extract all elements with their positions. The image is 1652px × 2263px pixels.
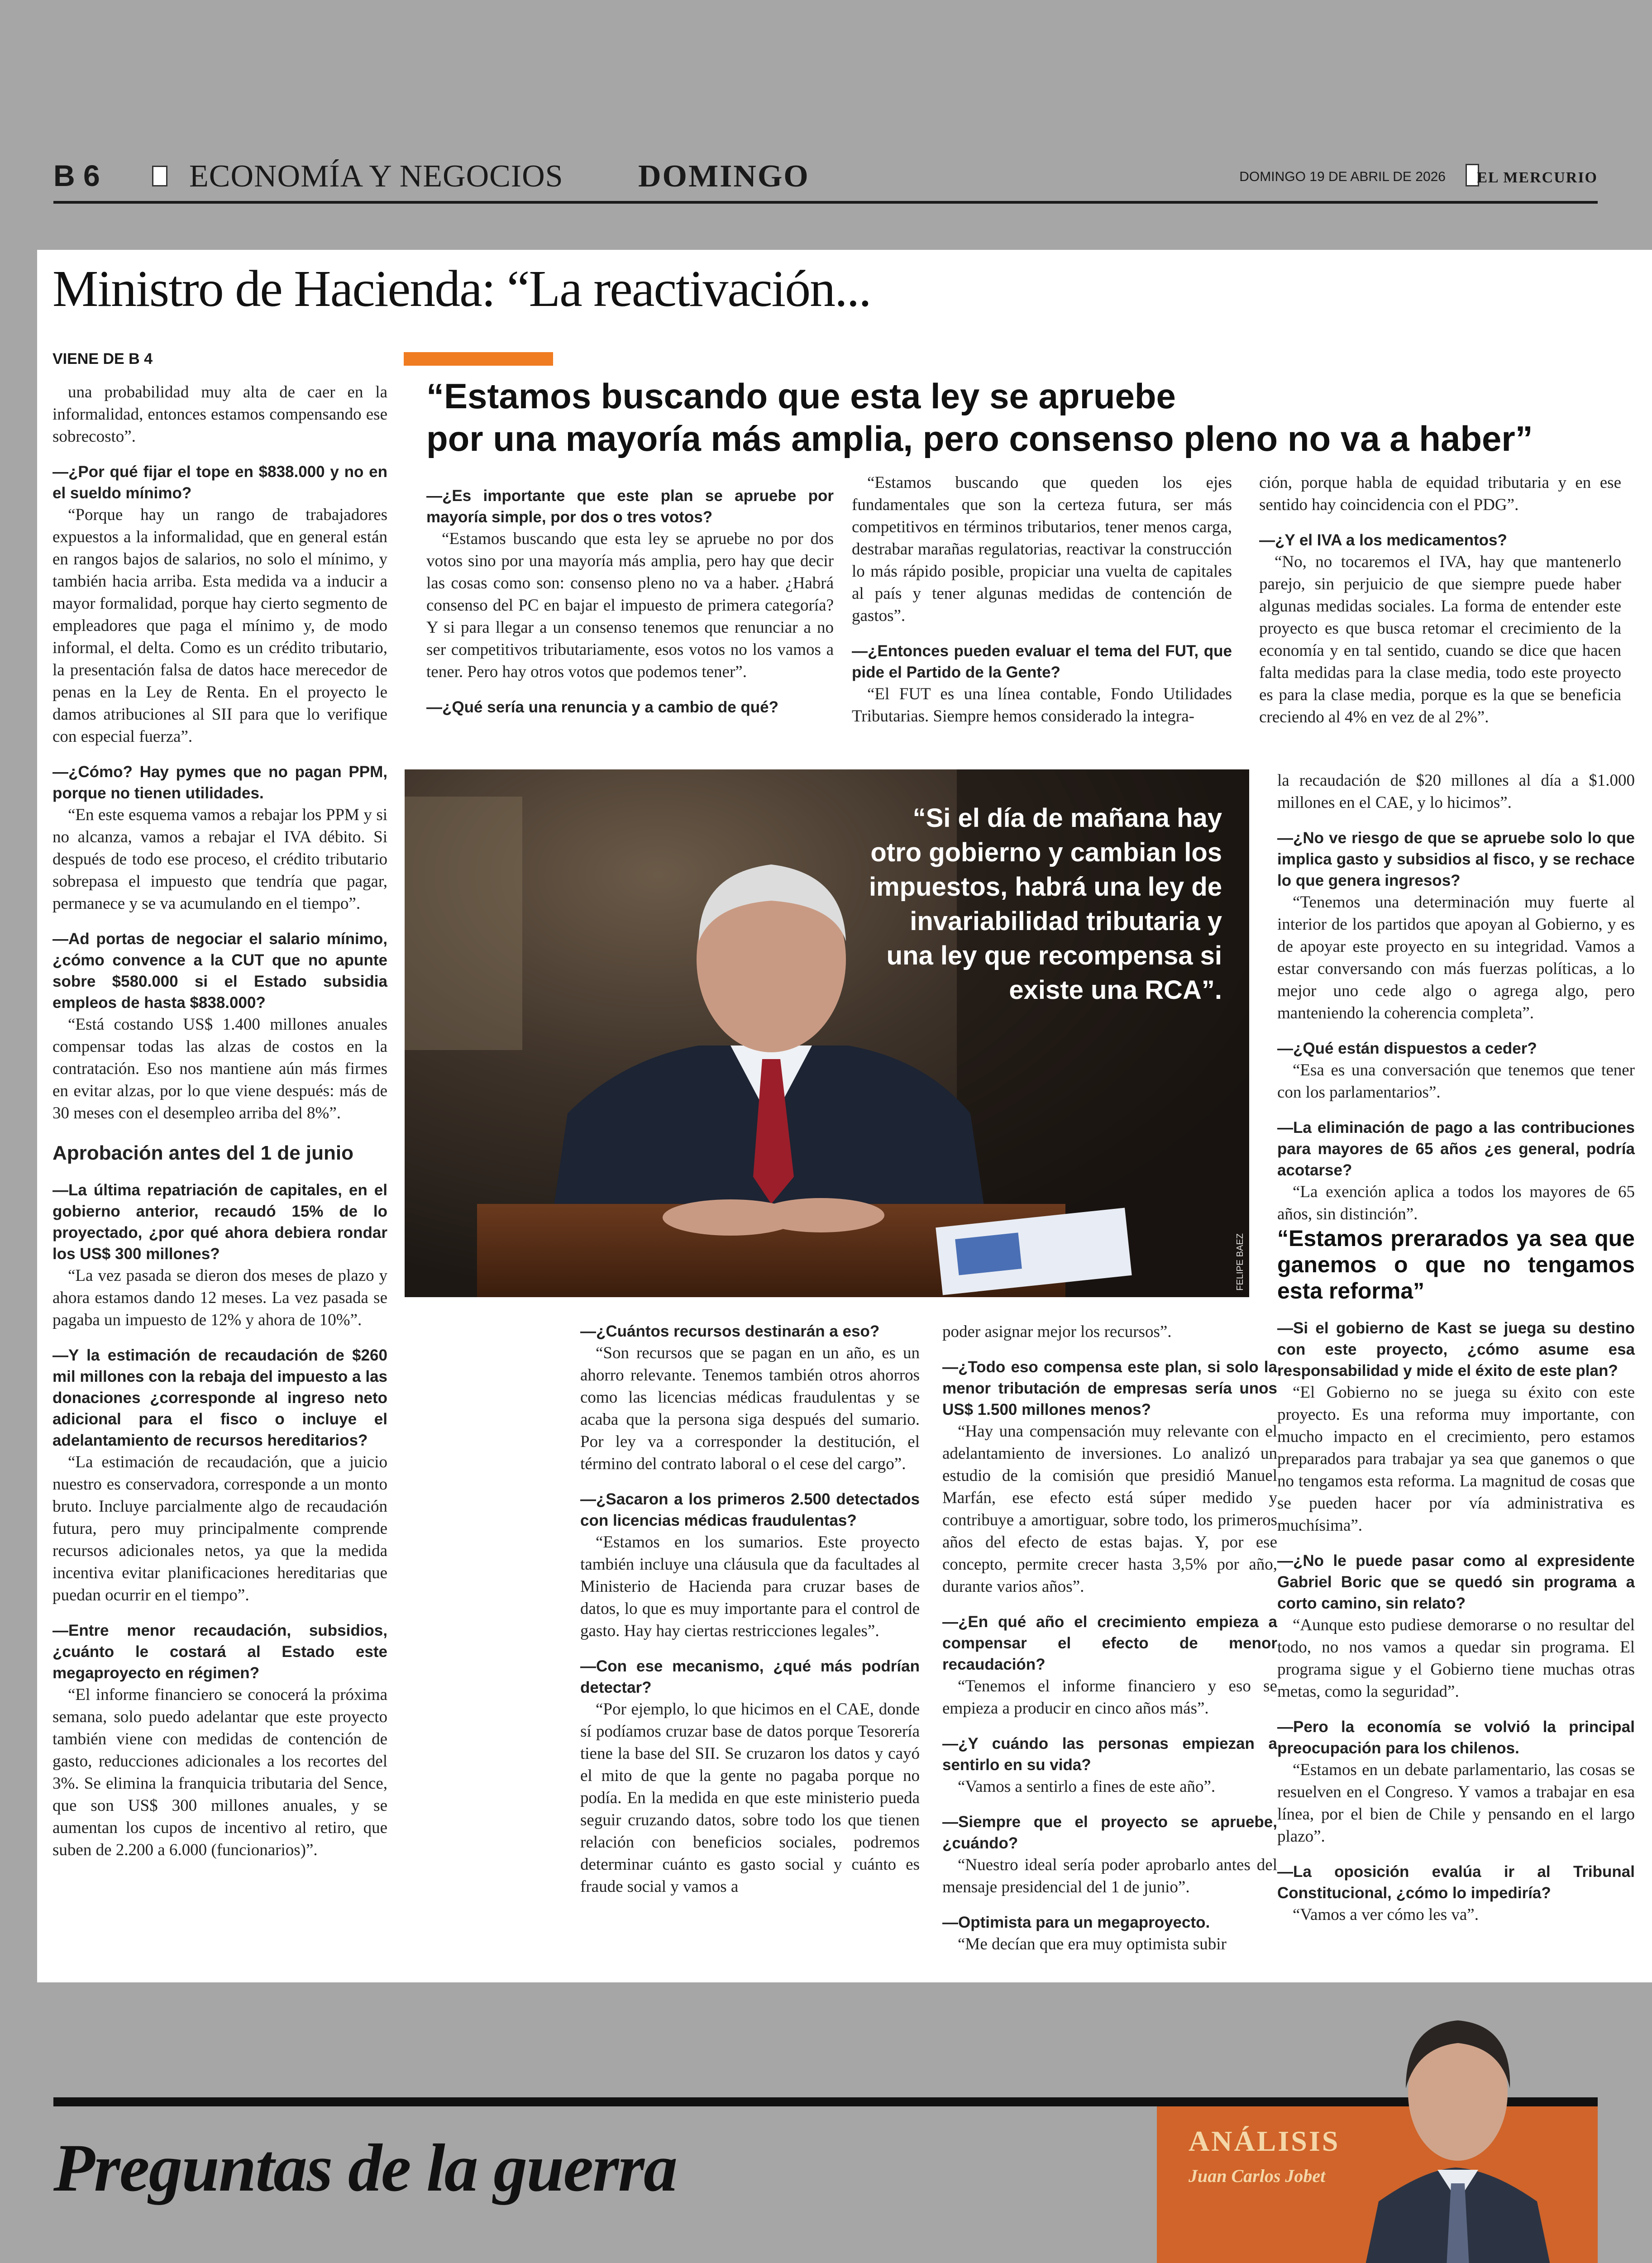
checkbox-icon (152, 166, 167, 186)
interview-question: —¿Qué están dispuestos a ceder? (1277, 1040, 1537, 1057)
paragraph: “Esa es una conversación que tenemos que tener con los parlamentarios”. (1277, 1061, 1635, 1102)
paragraph: “Vamos a ver cómo les va”. (1293, 1905, 1479, 1924)
paragraph: “El informe financiero se conocerá la próxima semana, solo puedo adelantar que este proyecto también viene con medidas de contención de gasto, reducciones adicionales a los recortes del 3%. Se elimina la franquicia tributaria del Sence, que son US$ 300 millones anuales, y se aumentan los cupos de incentivo al retiro, que suben de 2.200 a 6.000 (funcionarios)”. (53, 1685, 387, 1859)
paragraph: “La vez pasada se dieron dos meses de plazo y ahora estamos dando 12 meses. La vez pasada se pagaba un impuesto de 12% y ahora de 10%”. (53, 1266, 387, 1329)
analysis-author: Juan Carlos Jobet (1189, 2166, 1326, 2186)
paragraph: “Nuestro ideal sería poder aprobarlo antes del mensaje presidencial del 1 de junio”. (942, 1856, 1277, 1896)
interview-question: —La última repatriación de capitales, en el gobierno anterior, recaudó 15% de lo proyectado, ¿por qué ahora debiera rondar los US$ 300 millones? (53, 1181, 387, 1263)
paragraph: una probabilidad muy alta de caer en la informalidad, entonces estamos compensando ese sobrecosto”. (53, 383, 387, 446)
subheading: Aprobación antes del 1 de junio (53, 1142, 353, 1164)
section-title: ECONOMÍA Y NEGOCIOS (189, 159, 563, 194)
pull-headline-line-1: “Estamos buscando que esta ley se apruebe (426, 376, 1176, 416)
page-number: B 6 (53, 159, 100, 192)
paragraph: “Estamos buscando que queden los ejes fundamentales que son la certeza futura, ser más competitivos en términos tributarios, tener menos carga, destrabar marañas regulatorias, reactivar la construcción lo más rápido posible, propiciar una vuelta de capitales al país y tener algunas medidas de contención de gastos”. (852, 473, 1232, 625)
interview-question: —¿Y el IVA a los medicamentos? (1259, 531, 1507, 549)
paragraph: “El FUT es una línea contable, Fondo Utilidades Tributarias. Siempre hemos considerado la integra- (852, 685, 1232, 726)
article-column-2-top (426, 472, 834, 718)
interview-question: —¿Entonces pueden evaluar el tema del FUT, que pide el Partido de la Gente? (852, 642, 1232, 681)
interview-question: —¿Cuántos recursos destinarán a eso? (580, 1322, 880, 1340)
interview-question: —¿Por qué fijar el tope en $838.000 y no en el sueldo mínimo? (53, 463, 387, 502)
pull-headline: “Estamos prerarados ya sea que ganemos o que no tengamos esta reforma” (1277, 1226, 1635, 1303)
paragraph: la recaudación de $20 millones al día a $1.000 millones en el CAE, y lo hicimos”. (1277, 771, 1635, 812)
newspaper-brand: EL MERCURIO (1477, 169, 1598, 186)
paragraph: “Son recursos que se pagan en un año, es un ahorro relevante. Tenemos también otros ahorros como las licencias médicas fraudulentas y se acaba que la persona siga después del sumario. Por ley va a corresponder la destitución, el término del contrato laboral o el cese del cargo”. (580, 1344, 920, 1473)
section-day: DOMINGO (638, 159, 810, 194)
interview-question: —La eliminación de pago a las contribuciones para mayores de 65 años ¿es general, podría acotarse? (1277, 1119, 1635, 1179)
paragraph: poder asignar mejor los recursos”. (942, 1322, 1172, 1341)
interview-question: —Siempre que el proyecto se apruebe, ¿cuándo? (942, 1813, 1277, 1852)
interview-question: —Pero la economía se volvió la principal preocupación para los chilenos. (1277, 1718, 1635, 1757)
author-portrait-illustration (1311, 1989, 1598, 2263)
analysis-tag (1157, 2106, 1598, 2263)
interview-question: —Entre menor recaudación, subsidios, ¿cuánto le costará al Estado este megaproyecto en régimen? (53, 1622, 387, 1682)
interview-question: —¿No ve riesgo de que se apruebe solo lo que implica gasto y subsidios al fisco, y se rechace lo que genera ingresos? (1277, 829, 1635, 889)
paragraph: “Por ejemplo, lo que hicimos en el CAE, donde sí podíamos cruzar base de datos porque Tesorería tiene la base del SII. Se cruzaron los datos y cayó el mito de que la gente no pagaba porque no podía. En la medida en que este ministerio pueda seguir cruzando datos, sobre todo los que tienen relación con beneficios sociales, podremos determinar cuánto es gasto social y cuánto es fraude social y vamos a (580, 1700, 920, 1896)
paragraph: “Estamos buscando que esta ley se apruebe no por dos votos sino por una mayoría más amplia, pero hay que decir las cosas como son: consenso pleno no va a haber. ¿Habrá consenso del PC en bajar el impuesto de primera categoría? Y si para llegar a un consenso tenemos que renunciar a no ser competitivos tributariamente, esos votos no los vamos a tener. Pero hay otros votos que podemos tener”. (426, 530, 834, 681)
interview-question: —Optimista para un megaproyecto. (942, 1914, 1210, 1931)
paragraph: “Estamos en los sumarios. Este proyecto también incluye una cláusula que da facultades al Ministerio de Hacienda para cruzar bases de datos, lo que es muy importante para el control de gasto. Hay hay ciertas restricciones legales”. (580, 1533, 920, 1640)
interview-question: —¿Sacaron a los primeros 2.500 detectados con licencias médicas fraudulentas? (580, 1490, 920, 1529)
article-column-4-top (1259, 472, 1621, 728)
page-masthead (53, 149, 1598, 204)
accent-bar (404, 352, 553, 366)
analysis-header (53, 2097, 1598, 2263)
paragraph: “Me decían que era muy optimista subir (958, 1935, 1227, 1953)
paragraph: “Hay una compensación muy relevante con el adelantamiento de inversiones. Lo analizó un estudio de la comisión que presidió Manuel Marfán, ese efecto está súper medido y contribuye a amortiguar, sobre todo, los primeros años del efecto de estas bajas. Y, por ese concepto, permite crecer hasta 3,5% por año, durante varios años”. (942, 1422, 1277, 1596)
paragraph: “Porque hay un rango de trabajadores expuestos a la informalidad, que en general están en rangos bajos de salarios, no solo el mínimo, y también hacia arriba. Esta medida va a inducir a mayor formalidad, porque hay cierto segmento de empleadores que paga el mínimo y, de modo informal, el delta. Como es un crédito tributario, la presentación falsa de datos hace merecedor de penas en la Ley de Renta. En el proyecto le damos atribuciones al SII para que lo verifique con especial fuerza”. (53, 506, 387, 746)
interview-question: —Si el gobierno de Kast se juega su destino con este proyecto, ¿cómo asume esa responsabilidad y mide el éxito de este plan? (1277, 1319, 1635, 1380)
continued-from: VIENE DE B 4 (53, 350, 153, 368)
paragraph: “No, no tocaremos el IVA, hay que mantenerlo parejo, sin perjuicio de que siempre puede haber algunas medidas sociales. La forma de entender este proyecto es que busca retomar el crecimiento de la economía y en tal sentido, cuando se dice que hacen falta medidas para la clase media, todo este proyecto es para la clase media, porque es la que se beneficia creciendo al 4% en vez de al 2%”. (1259, 553, 1621, 726)
analysis-title: Preguntas de la guerra (53, 2130, 677, 2206)
interview-question: —¿No le puede pasar como al expresidente Gabriel Boric que se quedó sin programa a corto camino, sin relato? (1277, 1552, 1635, 1612)
interview-question: —¿Todo eso compensa este plan, si solo la menor tributación de empresas sería unos US$ 1.500 millones menos? (942, 1358, 1277, 1418)
interview-question: —¿Es importante que este plan se apruebe por mayoría simple, por dos o tres votos? (426, 487, 834, 526)
interview-question: —La oposición evalúa ir al Tribunal Constitucional, ¿cómo lo impediría? (1277, 1863, 1635, 1902)
paragraph: “En este esquema vamos a rebajar los PPM y si no alcanza, vamos a rebajar el IVA débito. Si después de todo ese proceso, el crédito tributario sobrepasa el impuesto que tendría que pagar, permanece y se va acumulando en el tiempo”. (53, 806, 387, 913)
interview-question: —¿Qué sería una renuncia y a cambio de qué? (426, 698, 778, 716)
interview-question: —¿Y cuándo las personas empiezan a sentirlo en su vida? (942, 1735, 1277, 1774)
interview-question: —¿En qué año el crecimiento empieza a compensar el efecto de menor recaudación? (942, 1613, 1277, 1673)
paragraph: “Tenemos el informe financiero y eso se empieza a producir en cinco años más”. (942, 1677, 1277, 1718)
photo-credit: FELIPE BAEZ (1235, 1233, 1245, 1291)
interview-question: —Ad portas de negociar el salario mínimo, ¿cómo convence a la CUT que no apunte sobre $580.000 si el Estado subsidia empleos de hasta $838.000? (53, 930, 387, 1012)
analysis-label: ANÁLISIS (1189, 2125, 1340, 2157)
article-column-3 (942, 1321, 1277, 1955)
paragraph: “El Gobierno no se juega su éxito con este proyecto. Es una reforma muy importante, con mucho impacto en el crecimiento, pero estamos preparados para trabajar ya sea que ganemos o que no tengamos esta reforma. La magnitud de cosas que se pueden hacer por vía administrativa es muchísima”. (1277, 1383, 1635, 1535)
article-column-2 (580, 1321, 920, 1898)
article-headline: Ministro de Hacienda: “La reactivación... (53, 260, 871, 317)
interview-question: —¿Cómo? Hay pymes que no pagan PPM, porque no tienen utilidades. (53, 763, 387, 802)
paragraph: “Vamos a sentirlo a fines de este año”. (958, 1777, 1216, 1796)
article-column-4 (1277, 769, 1635, 1926)
minister-photo (405, 769, 1249, 1297)
paragraph: “Aunque esto pudiese demorarse o no resultar del todo, no nos vamos a quedar sin programa. El programa sigue y el Gobierno tiene muchas otras metas, como la seguridad”. (1277, 1616, 1635, 1701)
paragraph: “Tenemos una determinación muy fuerte al interior de los partidos que apoyan al Gobierno, y es de apoyar este proyecto en su integridad. Vamos a estar conversando con más fuerzas políticas, a lo mejor uno cede algo o agrega algo, pero manteniendo la coherencia completa”. (1277, 893, 1635, 1022)
pull-headline-line-2: por una mayoría más amplia, pero consenso pleno no va a haber” (426, 419, 1533, 458)
interview-article (37, 250, 1652, 1982)
article-column-1 (53, 381, 387, 1861)
paragraph: ción, porque habla de equidad tributaria y en ese sentido hay coincidencia con el PDG”. (1259, 473, 1621, 514)
issue-date: DOMINGO 19 DE ABRIL DE 2026 (1239, 169, 1446, 184)
pull-headline (426, 375, 1580, 460)
article-column-3-top (852, 472, 1232, 727)
photo-pull-quote: “Si el día de mañana hay otro gobierno y cambian los impuestos, habrá una ley de invariabilidad tributaria y una ley que recompensa si existe una RCA”. (869, 803, 1222, 1005)
interview-question: —Con ese mecanismo, ¿qué más podrían detectar? (580, 1657, 920, 1696)
interview-question: —Y la estimación de recaudación de $260 mil millones con la rebaja del impuesto a las donaciones ¿corresponde al ingreso neto adicional para el fisco o incluye el adelantamiento de recursos hereditarios? (53, 1346, 387, 1449)
paragraph: “Estamos en un debate parlamentario, las cosas se resuelven en el Congreso. Y vamos a trabajar en esa línea, por el bien de Chile y pensando en el largo plazo”. (1277, 1761, 1635, 1846)
paragraph: “La exención aplica a todos los mayores de 65 años, sin distinción”. (1277, 1183, 1635, 1223)
paragraph: “Está costando US$ 1.400 millones anuales compensar todas las alzas de costos en la contratación. Eso nos mantiene aún más firmes en evitar alzas, por lo que viene después: más de 30 meses con el desempleo arriba del 8%”. (53, 1015, 387, 1122)
paragraph: “La estimación de recaudación, que a juicio nuestro es conservadora, corresponde a un monto bruto. Incluye parcialmente algo de recaudación futura, pero muy principalmente comprende recursos adicionales netos, ya que la medida incentiva evitar planificaciones hereditarias que puedan ocurrir en el tiempo”. (53, 1453, 387, 1604)
